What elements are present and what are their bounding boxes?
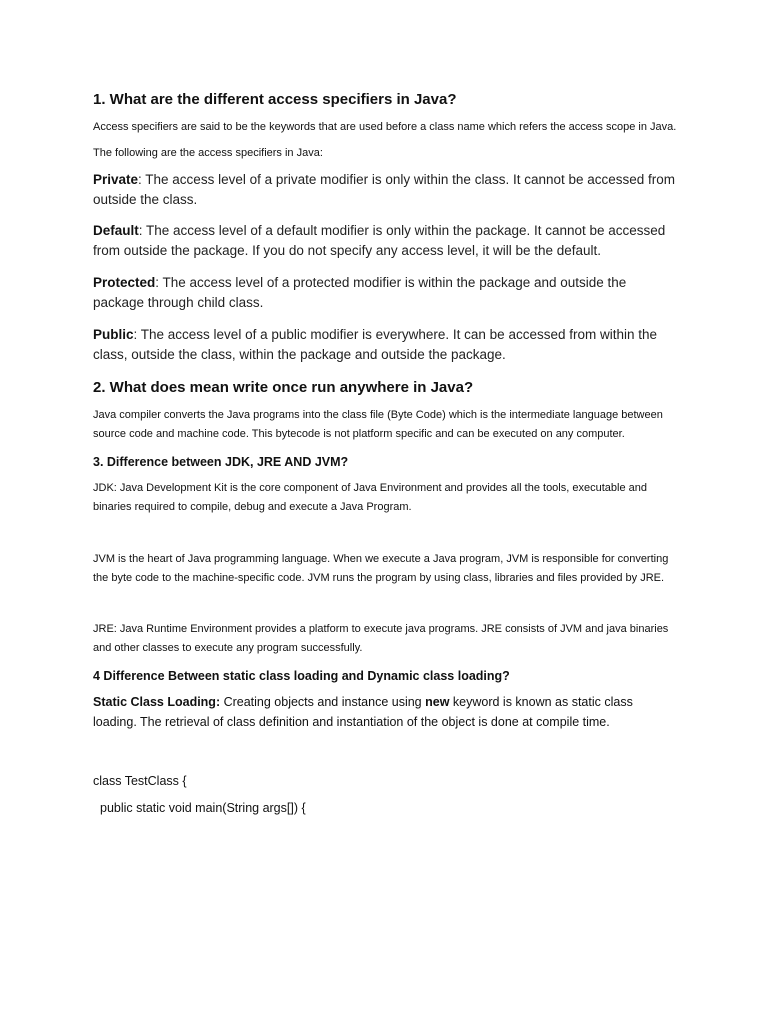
jvm-paragraph: JVM is the heart of Java programming language. When we execute a Java program, JVM is responsible for converting the byte code to the machine-specific code. JVM runs the program by using class, libraries and files provided by JRE. xyxy=(93,553,669,584)
jdk-paragraph: JDK: Java Development Kit is the core component of Java Environment and provides all the tools, executable and binaries required to compile, debug and execute a Java Program. xyxy=(93,482,647,513)
public-paragraph xyxy=(93,325,679,364)
private-paragraph xyxy=(93,170,679,209)
q1-lead-paragraph: The following are the access specifiers in Java: xyxy=(93,146,323,159)
q2-body-paragraph: Java compiler converts the Java programs into the class file (Byte Code) which is the intermediate language between source code and machine code. This bytecode is not platform specific and can be executed on any computer. xyxy=(93,409,663,440)
code-line-2: public static void main(String args[]) { xyxy=(100,801,306,815)
document-body xyxy=(93,90,679,818)
protected-description: : The access level of a protected modifier is within the package and outside the package through child class. xyxy=(93,275,627,310)
default-term: Default xyxy=(93,223,139,238)
static-loading-term: Static Class Loading: xyxy=(93,695,221,709)
static-loading-text-1: Creating objects and instance using xyxy=(220,695,426,709)
default-paragraph xyxy=(93,221,679,260)
private-term: Private xyxy=(93,172,139,187)
q1-intro-paragraph: Access specifiers are said to be the keywords that are used before a class name which refers the access scope in Java. xyxy=(93,121,677,133)
protected-term: Protected xyxy=(93,275,156,290)
jre-paragraph: JRE: Java Runtime Environment provides a platform to execute java programs. JRE consists of JVM and java binaries and other classes to execute any program successfully. xyxy=(93,623,669,654)
private-description: : The access level of a private modifier is only within the class. It cannot be accessed from outside the class. xyxy=(93,172,676,207)
question-2-heading: 2. What does mean write once run anywhere in Java? xyxy=(93,379,474,396)
public-term: Public xyxy=(93,327,134,342)
question-1-heading: 1. What are the different access specifiers in Java? xyxy=(93,91,457,108)
question-4-heading: 4 Difference Between static class loading and Dynamic class loading? xyxy=(93,669,510,683)
default-description: : The access level of a default modifier is only within the package. It cannot be accessed from outside the package. If you do not specify any access level, it will be the default. xyxy=(93,223,666,258)
static-loading-paragraph xyxy=(93,693,679,732)
code-line-1: class TestClass { xyxy=(93,774,187,788)
new-keyword: new xyxy=(425,695,450,709)
protected-paragraph xyxy=(93,273,679,312)
static-loading-text-2: keyword is known as static class loading. The retrieval of class definition and instantiation of the object is done at compile time. xyxy=(93,695,633,729)
question-3-heading: 3. Difference between JDK, JRE AND JVM? xyxy=(93,455,349,469)
public-description: : The access level of a public modifier is everywhere. It can be accessed from within the class, outside the class, within the package and outside the package. xyxy=(93,327,658,362)
